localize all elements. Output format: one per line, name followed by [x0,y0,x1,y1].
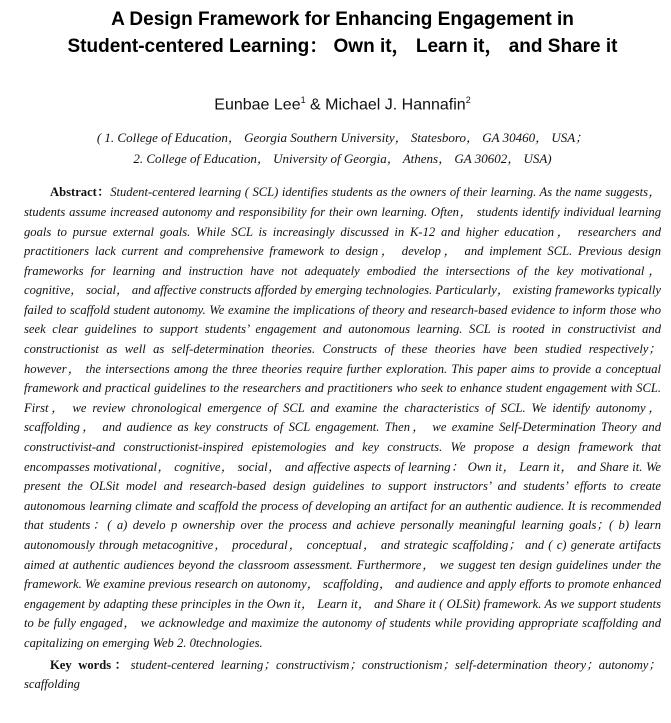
keywords-text: student-centered learning；constructivism；constructionism；self-determination theory；autonomy；scaffolding [24,657,661,692]
abstract [24,183,661,653]
affiliation-1: ( 1. College of Education， Georgia Southern University， Statesboro， GA 30460， USA； [96,130,589,146]
keywords [24,656,661,695]
paper-title [24,6,661,60]
author-2: Michael J. Hannafin [325,96,466,114]
affiliations [24,127,661,169]
abstract-label: Abstract： [50,185,111,200]
author-1: Eunbae Lee [214,96,301,114]
title-line-2: Student-centered Learning： Own it， Learn it， and Share it [67,36,618,57]
abstract-text: Student-centered learning ( SCL) identifies students as the owners of their learning. As the name suggests， students assume increased autonomy and responsibility for their own learning. Often， students identify individual learning goals to pursue external goals. While SCL is increasingly discussed in K-12 and higher education， researchers and practitioners lack current and comprehensive framework to design， develop， and implement SCL. Previous design frameworks for learning and instruction have not adequately embodied the intersections of the key motivational， cognitive， social， and affective constructs afforded by emerging technologies. Particularly， existing frameworks typically failed to scaffold student autonomy. We examine the implications of theory and research-based evidence to inform those who seek clear guidelines to support students’ engagement and autonomous learning. SCL is rooted in constructivist and constructionist as well as self-determination theories. Constructs of these theories have been studied respectively； however， the intersections among the three theories require further exploration. This paper aims to provide a conceptual framework and practical guidelines to the researchers and practitioners who seek to enhance student engagement with SCL. First， we review chronological emergence of SCL and examine the characteristics of SCL. We identify autonomy， scaffolding， and audience as key constructs of SCL engagement. Then， we examine Self-Determination Theory and constructivist-and constructionist-inspired epistemologies and key constructs. We propose a design framework that encompasses motivational， cognitive， social， and affective aspects of learning： Own it， Learn it， and Share it. We present the OLSit model and research-based design guidelines to support instructors’ and students’ efforts to create autonomous learning climate and scaffold the process of developing an artifact for an authentic audience. It is recommended that students：( a) develo p ownership over the process and achieve personally meaningful learning goals；( b) learn autonomously through metacognitive， procedural， conceptual， and strategic scaffolding； and ( c) generate artifacts aimed at authentic audiences beyond the classroom assessment. Furthermore， we suggest ten design guidelines under the framework. We examine previous research on autonomy， scaffolding， and audience and apply efforts to promote enhanced engagement by adapting these principles in the Own it， Learn it， and Share it ( OLSit) framework. As we support students to be fully engaged， we acknowledge and maximize the autonomy of students while providing appropriate scaffolding and capitalizing on emerging Web 2. 0technologies. [24,185,661,650]
keywords-label: Key words： [50,657,131,672]
author-list [24,90,661,115]
author-separator: & [305,96,326,114]
title-line-1: A Design Framework for Enhancing Engagement in [111,9,574,30]
author-2-affil-mark: 2 [465,95,471,105]
author-1-affil-mark: 1 [300,95,306,105]
affiliation-2: 2. College of Education， University of Georgia， Athens， GA 30602， USA) [133,151,552,167]
